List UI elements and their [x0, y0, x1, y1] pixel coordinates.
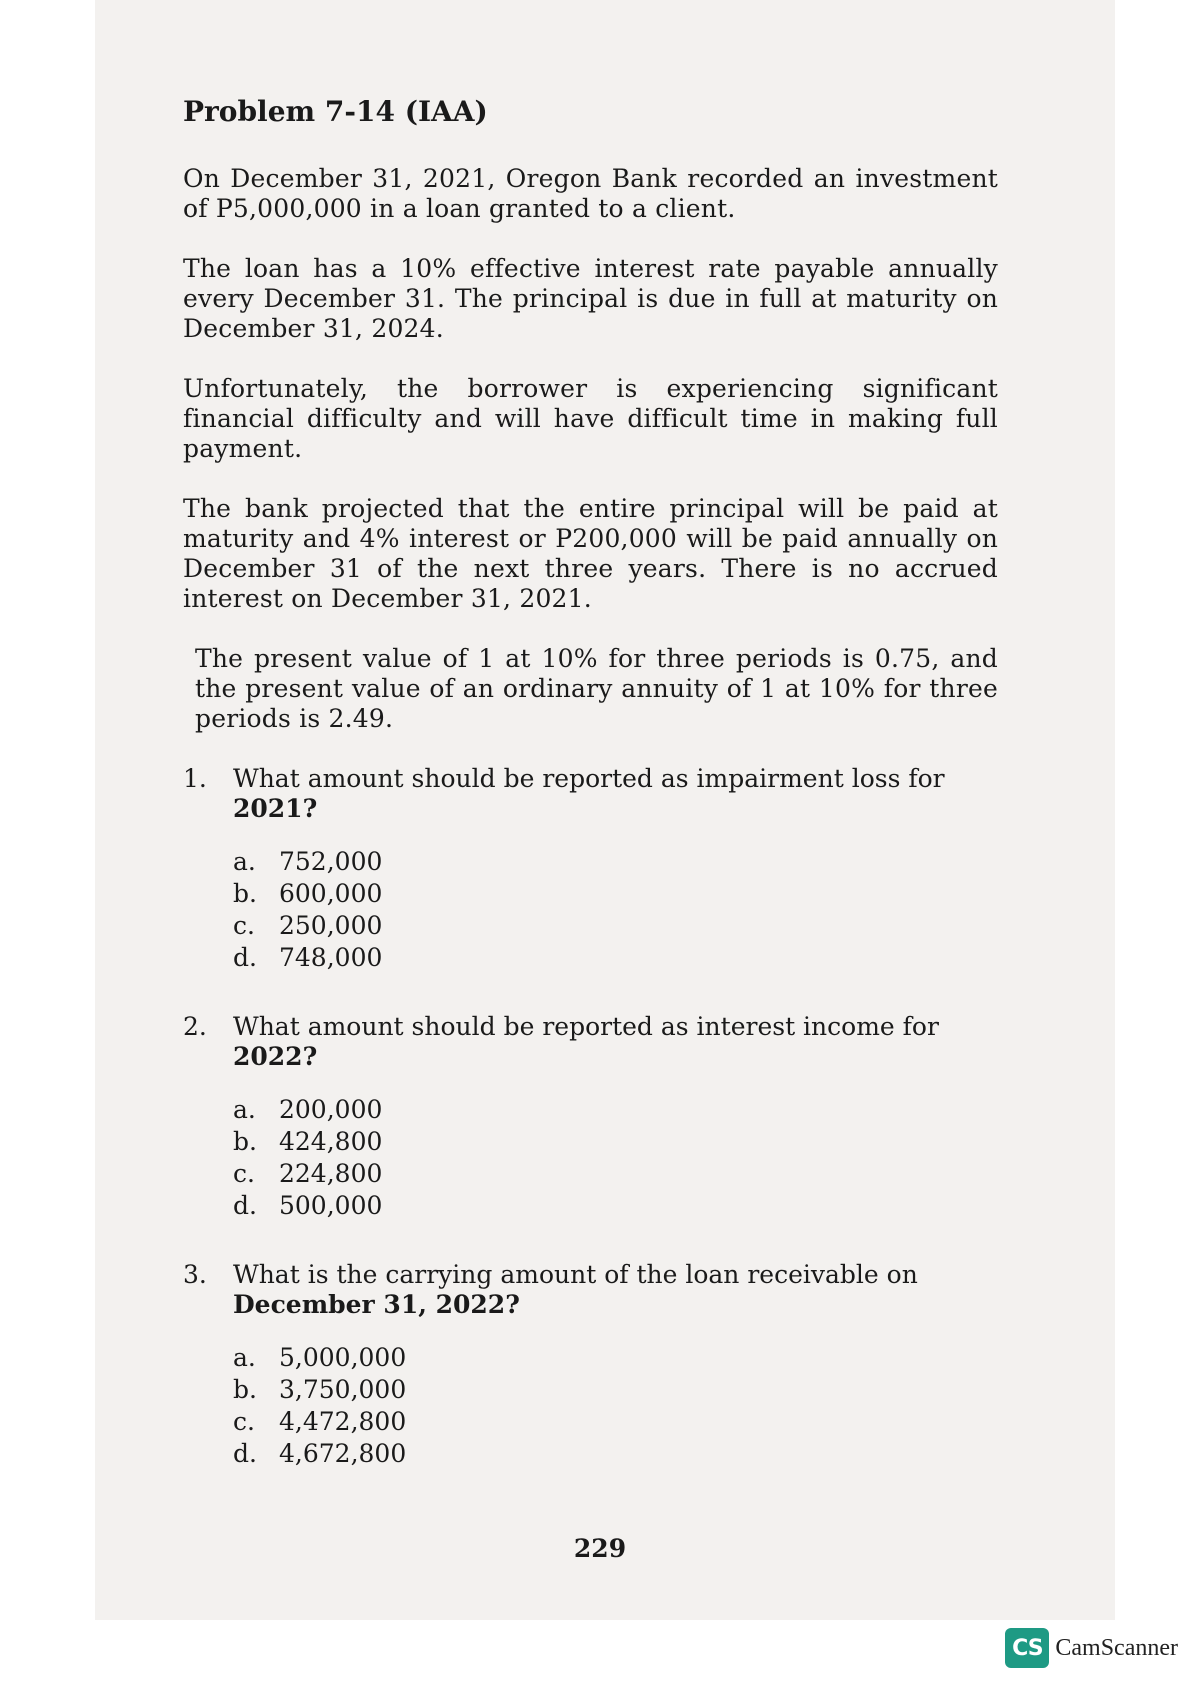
camscanner-name: CamScanner — [1055, 1634, 1178, 1661]
option-value: 200,000 — [279, 1095, 383, 1124]
option-c — [233, 1158, 998, 1190]
question-text: What amount should be reported as impairment loss for — [233, 764, 945, 793]
option-d — [233, 1438, 998, 1470]
option-letter: a. — [233, 847, 256, 876]
problem-sheet — [183, 95, 998, 1508]
option-value: 600,000 — [279, 879, 383, 908]
option-letter: c. — [233, 911, 255, 940]
question-year: 2021? — [233, 794, 318, 823]
option-letter: d. — [233, 1191, 257, 1220]
option-value: 3,750,000 — [279, 1375, 407, 1404]
option-letter: d. — [233, 1439, 257, 1468]
page-number: 229 — [573, 1534, 627, 1563]
option-value: 500,000 — [279, 1191, 383, 1220]
question-2-options — [233, 1094, 998, 1222]
paragraph-present-values: The present value of 1 at 10% for three periods is 0.75, and the present value of an ordinary annuity of 1 at 10% for three periods is 2.49. — [195, 644, 998, 733]
option-d — [233, 942, 998, 974]
option-letter: c. — [233, 1159, 255, 1188]
option-c — [233, 910, 998, 942]
question-3-options — [233, 1342, 998, 1470]
question-number: 1. — [183, 764, 207, 793]
paragraph-projection: The bank projected that the entire principal will be paid at maturity and 4% interest or P200,000 will be paid annually on December 31 of the next three years. There is no accrued interest on December 31, 2021. — [183, 494, 998, 613]
question-1 — [183, 764, 998, 824]
option-letter: d. — [233, 943, 257, 972]
question-1-options — [233, 846, 998, 974]
option-a — [233, 1342, 998, 1374]
camscanner-watermark — [1005, 1628, 1178, 1668]
paragraph-loan-investment: On December 31, 2021, Oregon Bank recorded an investment of P5,000,000 in a loan granted to a client. — [183, 164, 998, 223]
question-year: December 31, 2022? — [233, 1290, 520, 1319]
paragraph-loan-terms: The loan has a 10% effective interest rate payable annually every December 31. The principal is due in full at maturity on December 31, 2024. — [183, 254, 998, 343]
option-letter: a. — [233, 1095, 256, 1124]
option-value: 5,000,000 — [279, 1343, 407, 1372]
option-a — [233, 1094, 998, 1126]
question-number: 3. — [183, 1260, 207, 1289]
option-letter: c. — [233, 1407, 255, 1436]
question-2 — [183, 1012, 998, 1072]
option-value: 752,000 — [279, 847, 383, 876]
option-letter: b. — [233, 1127, 257, 1156]
option-value: 748,000 — [279, 943, 383, 972]
option-letter: a. — [233, 1343, 256, 1372]
problem-title: Problem 7-14 (IAA) — [183, 95, 488, 128]
option-value: 4,472,800 — [279, 1407, 407, 1436]
option-b — [233, 1126, 998, 1158]
option-d — [233, 1190, 998, 1222]
option-value: 424,800 — [279, 1127, 383, 1156]
camscanner-logo-icon: CS — [1005, 1628, 1049, 1668]
option-value: 4,672,800 — [279, 1439, 407, 1468]
option-value: 224,800 — [279, 1159, 383, 1188]
option-letter: b. — [233, 879, 257, 908]
question-text: What amount should be reported as interest income for — [233, 1012, 939, 1041]
option-b — [233, 1374, 998, 1406]
option-letter: b. — [233, 1375, 257, 1404]
paragraph-financial-difficulty: Unfortunately, the borrower is experiencing significant financial difficulty and will have difficult time in making full payment. — [183, 374, 998, 463]
question-year: 2022? — [233, 1042, 318, 1071]
option-a — [233, 846, 998, 878]
option-b — [233, 878, 998, 910]
option-value: 250,000 — [279, 911, 383, 940]
question-text: What is the carrying amount of the loan receivable on — [233, 1260, 918, 1289]
option-c — [233, 1406, 998, 1438]
question-number: 2. — [183, 1012, 207, 1041]
question-3 — [183, 1260, 998, 1320]
